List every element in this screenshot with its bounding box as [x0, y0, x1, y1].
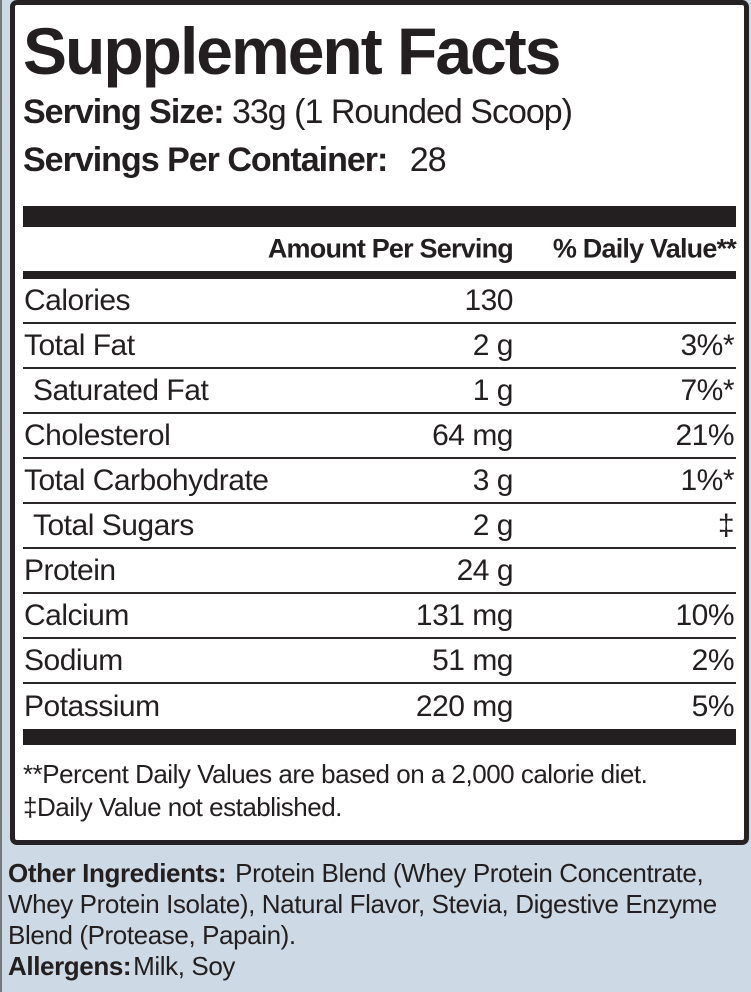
servings-per-container-value: 28 — [409, 141, 446, 180]
other-ingredients-line-1 — [8, 858, 743, 889]
nutrient-amount: 64 mg — [432, 418, 513, 452]
nutrient-daily-value: 7%* — [680, 373, 734, 407]
servings-per-container-line — [23, 141, 736, 180]
servings-per-container-label: Servings Per Container: — [23, 141, 388, 180]
table-row-total-fat — [23, 324, 736, 369]
nutrition-table — [23, 279, 736, 729]
table-header-row — [23, 227, 736, 271]
nutrient-daily-value: 10% — [675, 598, 734, 632]
serving-size-line — [23, 93, 736, 132]
nutrient-name: Saturated Fat — [33, 373, 209, 407]
footnote-daily-value-not-established: ‡Daily Value not established. — [23, 792, 342, 823]
left-edge-line — [0, 0, 2, 992]
ingredients-section — [0, 845, 751, 992]
divider-thick-top — [23, 206, 736, 227]
footnote-percent-daily-values: **Percent Daily Values are based on a 2,000 calorie diet. — [23, 759, 648, 790]
nutrient-daily-value: 3%* — [680, 328, 734, 362]
table-row-calcium — [23, 594, 736, 639]
table-row-saturated-fat — [23, 369, 736, 414]
nutrient-daily-value: ‡ — [717, 508, 734, 542]
panel-title: Supplement Facts — [23, 14, 560, 88]
other-ingredients-line-3: Blend (Protease, Papain). — [8, 920, 296, 950]
nutrient-daily-value: 5% — [691, 689, 734, 723]
nutrient-amount: 2 g — [472, 328, 513, 362]
nutrient-daily-value: 21% — [675, 418, 734, 452]
daily-value-header: % Daily Value** — [552, 233, 736, 264]
nutrient-amount: 3 g — [472, 463, 513, 497]
nutrient-amount: 1 g — [472, 373, 513, 407]
nutrient-amount: 51 mg — [432, 643, 513, 677]
nutrient-amount: 130 — [464, 283, 513, 317]
nutrient-name: Total Fat — [24, 328, 135, 362]
other-ingredients-text-1: Protein Blend (Whey Protein Concentrate, — [235, 858, 704, 888]
nutrient-amount: 220 mg — [415, 689, 513, 723]
allergens-line — [8, 951, 743, 982]
table-row-total-sugars — [23, 504, 736, 549]
nutrient-amount: 2 g — [472, 508, 513, 542]
table-row-calories — [23, 279, 736, 324]
serving-size-label: Serving Size: — [23, 93, 224, 132]
nutrient-name: Total Sugars — [33, 508, 194, 542]
nutrient-amount: 24 g — [456, 553, 513, 587]
table-row-cholesterol — [23, 414, 736, 459]
nutrient-daily-value: 1%* — [680, 463, 734, 497]
nutrient-name: Calories — [24, 283, 131, 317]
nutrient-name: Sodium — [24, 643, 123, 677]
allergens-label: Allergens: — [8, 951, 132, 981]
divider-under-header — [23, 271, 736, 279]
divider-thick-bottom — [23, 729, 736, 745]
amount-per-serving-header: Amount Per Serving — [267, 233, 513, 264]
nutrient-name: Calcium — [24, 598, 129, 632]
table-row-potassium — [23, 684, 736, 729]
serving-size-value: 33g (1 Rounded Scoop) — [231, 93, 573, 132]
nutrient-name: Cholesterol — [24, 418, 171, 452]
table-row-sodium — [23, 639, 736, 684]
nutrient-daily-value: 2% — [691, 643, 734, 677]
other-ingredients-line-2: Whey Protein Isolate), Natural Flavor, Stevia, Digestive Enzyme — [8, 889, 717, 919]
table-row-total-carbohydrate — [23, 459, 736, 504]
other-ingredients-label: Other Ingredients: — [8, 858, 227, 888]
nutrient-name: Protein — [24, 553, 116, 587]
nutrient-name: Total Carbohydrate — [24, 463, 269, 497]
nutrient-amount: 131 mg — [415, 598, 513, 632]
supplement-facts-panel — [10, 0, 749, 845]
nutrient-name: Potassium — [24, 689, 160, 723]
allergens-text: Milk, Soy — [133, 951, 236, 981]
table-row-protein — [23, 549, 736, 594]
